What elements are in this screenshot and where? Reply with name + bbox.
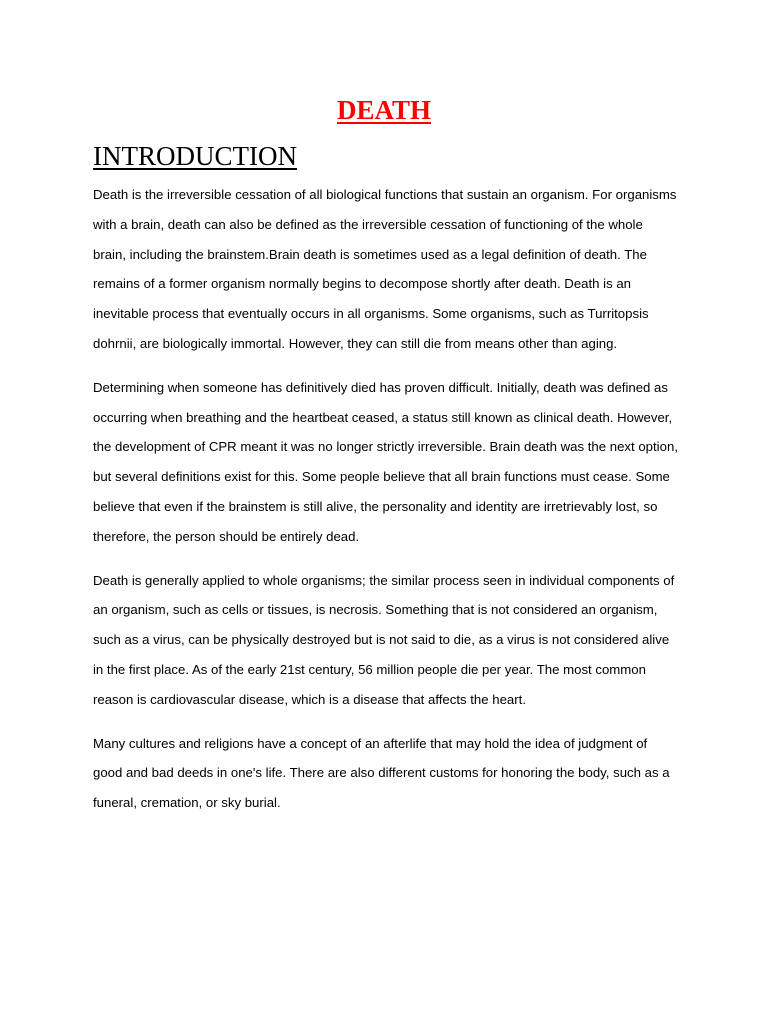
document-title <box>0 93 768 127</box>
paragraph-4: Many cultures and religions have a concept of an afterlife that may hold the idea of judgment of good and bad deeds in one's life. There are also different customs for honoring the body, such as a funeral, cremation, or sky burial. <box>93 735 670 811</box>
document-title-text: DEATH <box>336 95 431 125</box>
section-heading: INTRODUCTION <box>93 141 297 171</box>
document-body <box>93 180 678 832</box>
paragraph-1: Death is the irreversible cessation of all biological functions that sustain an organism. For organisms with a brain, death can also be defined as the irreversible cessation of functioning of the whole brain, including the brainstem.Brain death is sometimes used as a legal definition of death. The remains of a former organism normally begins to decompose shortly after death. Death is an inevitable process that eventually occurs in all organisms. Some organisms, such as Turritopsis dohrnii, are biologically immortal. However, they can still die from means other than aging. <box>93 187 677 351</box>
paragraph-2: Determining when someone has definitively died has proven difficult. Initially, death was defined as occurring when breathing and the heartbeat ceased, a status still known as clinical death. However, the development of CPR meant it was no longer strictly irreversible. Brain death was the next option, but several definitions exist for this. Some people believe that all brain functions must cease. Some believe that even if the brainstem is still alive, the personality and identity are irretrievably lost, so therefore, the person should be entirely dead. <box>93 379 678 544</box>
paragraph-3: Death is generally applied to whole organisms; the similar process seen in individual components of an organism, such as cells or tissues, is necrosis. Something that is not considered an organism, such as a virus, can be physically destroyed but is not said to die, as a virus is not considered alive in the first place. As of the early 21st century, 56 million people die per year. The most common reason is cardiovascular disease, which is a disease that affects the heart. <box>93 572 675 707</box>
